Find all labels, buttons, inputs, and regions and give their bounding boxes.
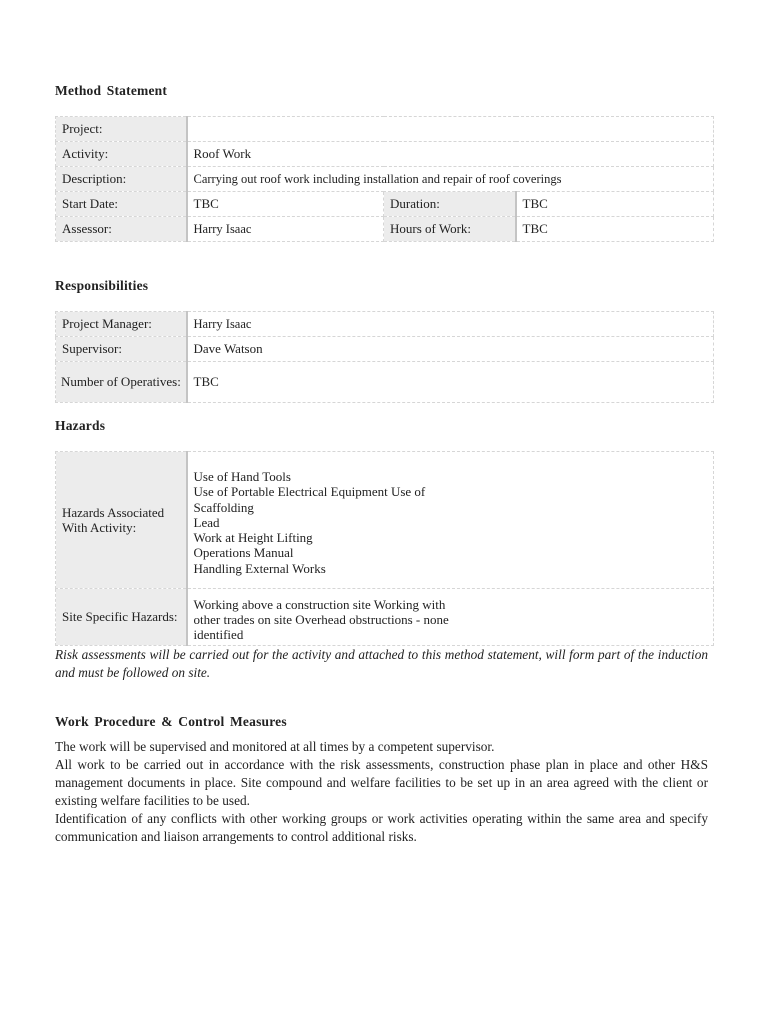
project-manager-label: Project Manager:: [56, 312, 187, 337]
hours-of-work-field: TBC: [516, 217, 714, 242]
method-statement-table: [55, 116, 714, 242]
hazards-associated-label-line: Hazards Associated: [62, 504, 165, 520]
hazard-item: Use of Hand Tools: [193, 468, 291, 484]
duration-field: TBC: [516, 192, 714, 217]
hazards-associated-row: [56, 452, 714, 589]
project-field: [187, 117, 714, 142]
description-row: [56, 167, 714, 192]
assessor-field: Harry Isaac: [187, 217, 384, 242]
project-row: [56, 117, 714, 142]
site-specific-label: Site Specific Hazards:: [56, 589, 187, 646]
site-specific-list: [187, 589, 714, 646]
work-procedure-heading: Work Procedure & Control Measures: [55, 714, 287, 729]
activity-row: [56, 142, 714, 167]
supervisor-field: Dave Watson: [187, 337, 714, 362]
hazard-item: Handling External Works: [193, 560, 326, 576]
work-procedure-body: [55, 738, 708, 846]
hazards-heading: Hazards: [55, 418, 106, 433]
assessor-label: Assessor:: [56, 217, 187, 242]
operatives-label: Number of Operatives:: [56, 362, 187, 403]
work-procedure-paragraph: Identification of any conflicts with other working groups or work activities operating within the same area and specify communication and liaison arrangements to control additional risks.: [55, 811, 708, 844]
operatives-field: TBC: [187, 362, 714, 403]
activity-field: Roof Work: [187, 142, 714, 167]
site-hazard-line: other trades on site Overhead obstructions - none: [193, 611, 449, 627]
risk-assessment-note: Risk assessments will be carried out for the activity and attached to this method statement, will form part of the induction and must be followed on site.: [55, 647, 708, 680]
project-manager-row: [56, 312, 714, 337]
hazards-associated-label-line: With Activity:: [62, 520, 137, 535]
work-procedure-paragraph: The work will be supervised and monitored at all times by a competent supervisor.: [55, 739, 495, 754]
work-procedure-paragraph: All work to be carried out in accordance with the risk assessments, construction phase plan in place and other H&S management documents in place. Site compound and welfare facilities to be set up in an area agreed with the client or existing welfare facilities to be used.: [55, 757, 708, 808]
hazard-item: Work at Height Lifting: [193, 530, 313, 546]
duration-label: Duration:: [384, 192, 516, 217]
description-field: Carrying out roof work including installation and repair of roof coverings: [187, 167, 714, 192]
hazard-item: Use of Portable Electrical Equipment Use of: [193, 484, 426, 500]
method-statement-heading: Method Statement: [55, 83, 168, 98]
project-manager-field: Harry Isaac: [187, 312, 714, 337]
responsibilities-heading: Responsibilities: [55, 278, 149, 293]
supervisor-row: [56, 337, 714, 362]
start-date-field: TBC: [187, 192, 384, 217]
responsibilities-table: [55, 311, 714, 403]
site-hazard-line: identified: [193, 627, 244, 643]
activity-label: Activity:: [56, 142, 187, 167]
start-date-label: Start Date:: [56, 192, 187, 217]
supervisor-label: Supervisor:: [56, 337, 187, 362]
operatives-row: [56, 362, 714, 403]
assessor-row: [56, 217, 714, 242]
site-specific-row: [56, 589, 714, 646]
hazards-associated-label: [56, 452, 187, 589]
hazards-associated-list: [187, 452, 714, 589]
start-date-row: [56, 192, 714, 217]
hazard-item: Scaffolding: [193, 499, 254, 515]
hazard-item: Lead: [193, 514, 220, 530]
hours-of-work-label: Hours of Work:: [384, 217, 516, 242]
description-label: Description:: [56, 167, 187, 192]
site-hazard-line: Working above a construction site Working with: [193, 596, 446, 612]
project-label: Project:: [56, 117, 187, 142]
hazard-item: Operations Manual: [193, 545, 294, 561]
hazards-table: [55, 451, 714, 646]
